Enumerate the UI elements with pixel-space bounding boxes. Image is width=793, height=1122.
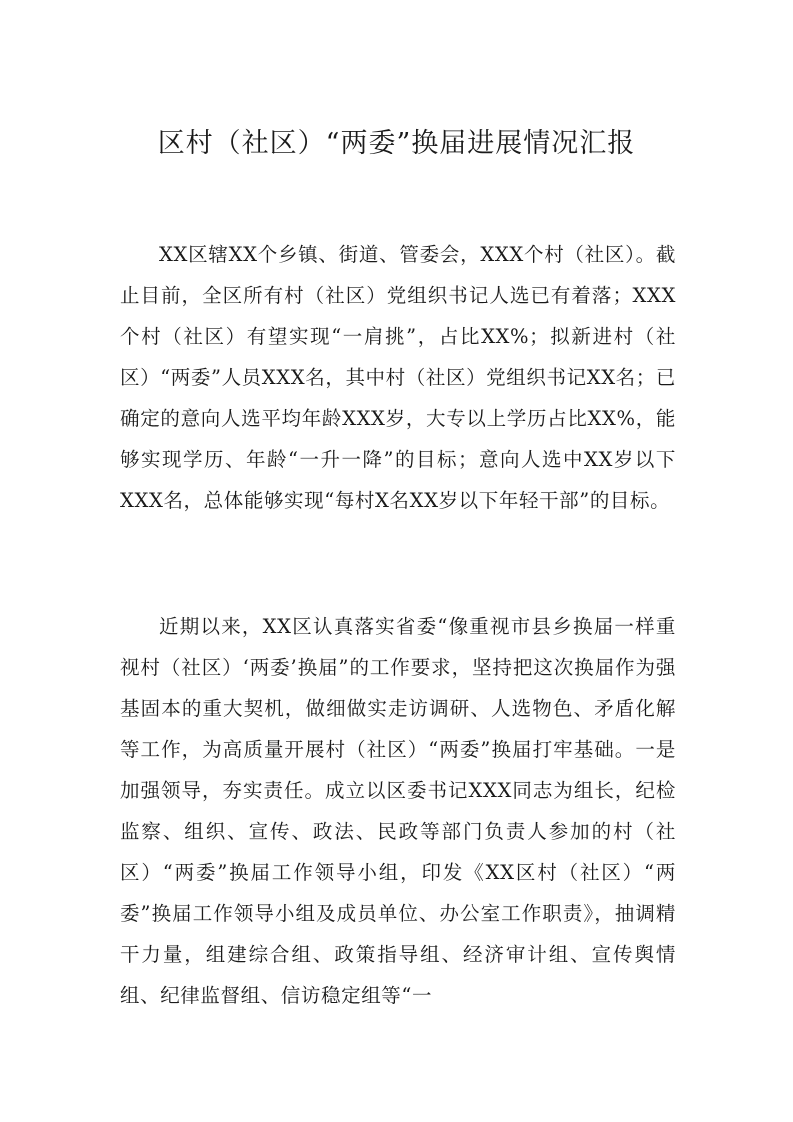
- paragraph-overview: XX区辖XX个乡镇、街道、管委会，XXX个村（社区）。截止目前，全区所有村（社区）党组织书记人选已有着落；XXX个村（社区）有望实现“一肩挑”，占比XX%；拟新进村（社区）“两委”人员XXX名，其中村（社区）党组织书记XX名；已确定的意向人选平均年龄XXX岁，大专以上学历占比XX%，能够实现学历、年龄“一升一降”的目标；意向人选中XX岁以下XXX名，总体能够实现“每村X名XX岁以下年轻干部”的目标。: [120, 243, 676, 512]
- paragraph-progress: 近期以来，XX区认真落实省委“像重视市县乡换届一样重视村（社区）‘两委’换届”的工作要求，坚持把这次换届作为强基固本的重大契机，做细做实走访调研、人选物色、矛盾化解等工作，为高质量开展村（社区）“两委”换届打牢基础。一是加强领导，夯实责任。成立以区委书记XXX同志为组长，纪检监察、组织、宣传、政法、民政等部门负责人参加的村（社区）“两委”换届工作领导小组，印发《XX区村（社区）“两委”换届工作领导小组及成员单位、办公室工作职责》，抽调精干力量，组建综合组、政策指导组、经济审计组、宣传舆情组、纪律监督组、信访稳定组等“一: [120, 615, 676, 1007]
- document-title: 区村（社区）“两委”换届进展情况汇报: [157, 128, 636, 159]
